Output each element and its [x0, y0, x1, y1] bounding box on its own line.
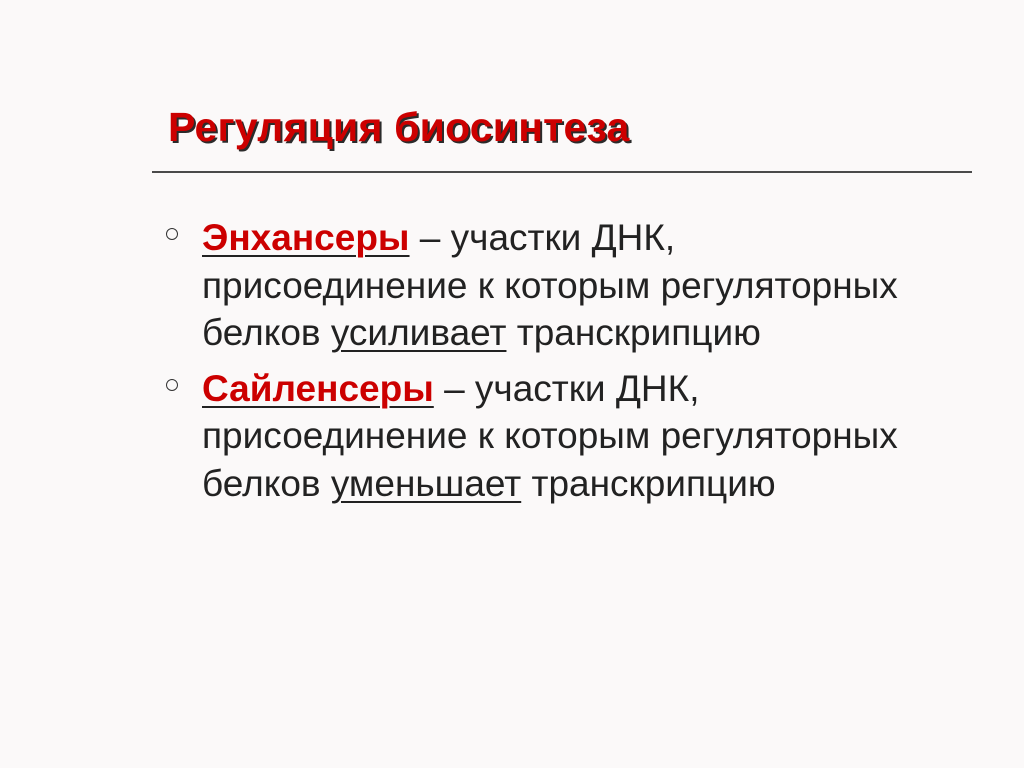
definition-text: – участки ДНК, присоединение к которым регуляторных белков — [202, 367, 898, 504]
bullet-item-silencers — [166, 365, 946, 508]
slide-title: Регуляция биосинтеза — [168, 104, 630, 150]
definition-text: – участки ДНК, присоединение к которым регуляторных белков — [202, 217, 898, 353]
definition-end: транскрипцию — [506, 312, 761, 353]
term-enhancers: Энхансеры — [202, 217, 410, 258]
title-divider — [152, 171, 972, 173]
circle-bullet-icon — [166, 228, 178, 240]
bullet-list — [166, 214, 946, 515]
term-silencers: Сайленсеры — [202, 367, 434, 409]
definition-end: транскрипцию — [521, 462, 776, 504]
bullet-text — [202, 365, 946, 508]
bullet-text — [202, 214, 946, 357]
verb-reduces: уменьшает — [330, 462, 522, 504]
circle-bullet-icon — [166, 379, 178, 391]
bullet-item-enhancers — [166, 214, 946, 357]
verb-enhances: усиливает — [330, 312, 507, 353]
